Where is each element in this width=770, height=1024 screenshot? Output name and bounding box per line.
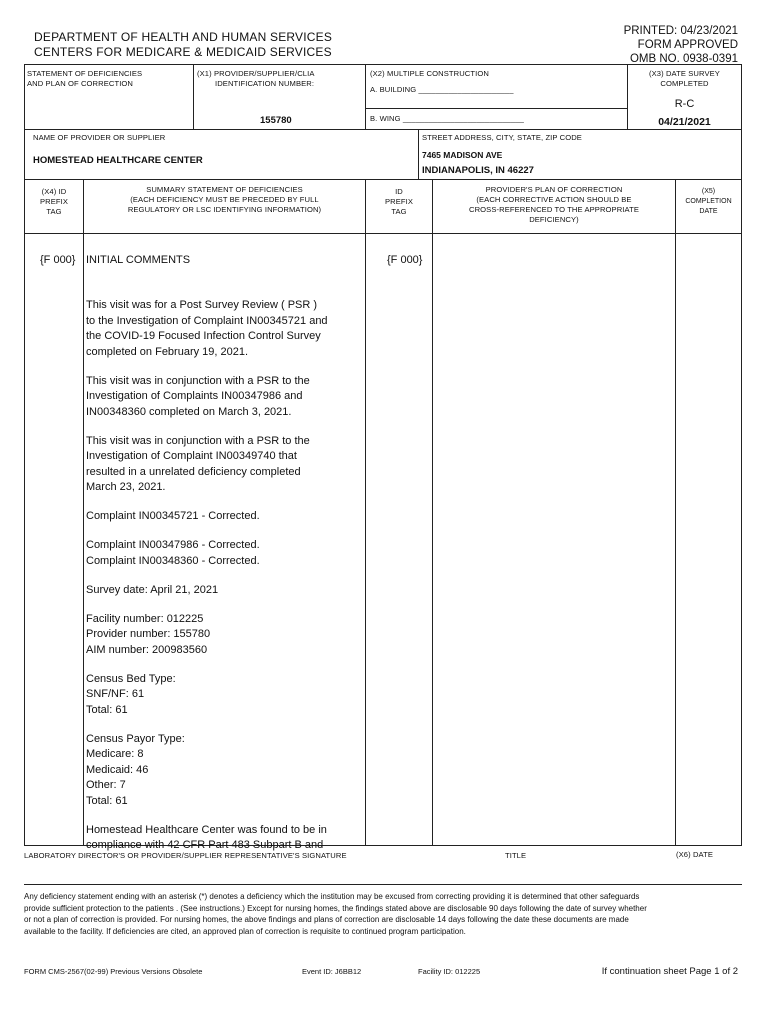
entry-paragraph: Homestead Healthcare Center was found to be in compliance with 42 CFR Part 483 Subpart B and	[86, 823, 327, 851]
entry-body	[86, 298, 356, 867]
x3-label-line: (X3) DATE SURVEY	[649, 69, 720, 78]
agency-header	[34, 30, 332, 60]
x5-header-line: DATE	[699, 208, 718, 215]
x5-column-header	[676, 187, 741, 217]
printed-date: PRINTED: 04/23/2021	[623, 25, 738, 37]
address-city: INDIANAPOLIS, IN 46227	[422, 165, 534, 176]
wing-field: B. WING ____________________________	[370, 114, 524, 123]
statement-label	[27, 69, 142, 89]
survey-completed-date: 04/21/2021	[658, 116, 711, 128]
entry-title: INITIAL COMMENTS	[86, 254, 191, 266]
divider	[24, 233, 742, 234]
id-column-header	[366, 187, 432, 217]
form-approved: FORM APPROVED	[637, 39, 738, 51]
column-divider	[83, 179, 84, 845]
right-border	[741, 64, 742, 845]
multiple-construction-label: (X2) MULTIPLE CONSTRUCTION	[370, 69, 489, 78]
omb-number: OMB NO. 0938-0391	[629, 53, 738, 65]
divider	[24, 884, 742, 885]
entry-paragraph: This visit was for a Post Survey Review ( PSR ) to the Investigation of Complaint IN00345721 and the COVID-19 Focused Infection Control Survey completed on February 19, 2021.	[86, 299, 328, 358]
x1-label-line: (X1) PROVIDER/SUPPLIER/CLIA	[197, 69, 315, 78]
entry-paragraph: Census Bed Type: SNF/NF: 61 Total: 61	[86, 672, 176, 716]
summary-header-line: (EACH DEFICIENCY MUST BE PRECEDED BY FULL	[130, 195, 319, 204]
building-field: A. BUILDING ______________________	[370, 85, 514, 94]
department-name: DEPARTMENT OF HEALTH AND HUMAN SERVICES	[34, 30, 333, 44]
left-border	[24, 64, 25, 845]
column-divider	[365, 179, 366, 845]
facility-id: Facility ID: 012225	[418, 967, 481, 976]
divider	[365, 108, 627, 109]
x4-header-line: (X4) ID	[41, 187, 67, 196]
survey-type: R-C	[674, 98, 695, 110]
entry-paragraph: Census Payor Type: Medicare: 8 Medicaid: 46 Other: 7 Total: 61	[86, 732, 185, 807]
plan-column-header	[433, 185, 675, 225]
divider	[24, 129, 742, 130]
x3-label-line: COMPLETED	[660, 79, 709, 88]
page-indicator: If continuation sheet Page 1 of 2	[601, 966, 738, 977]
summary-column-header	[84, 185, 365, 215]
x1-label-line: IDENTIFICATION NUMBER:	[215, 79, 315, 88]
x4-column-header	[25, 187, 83, 217]
x4-header-line: TAG	[46, 207, 62, 216]
plan-header-line: PROVIDER'S PLAN OF CORRECTION	[485, 185, 623, 194]
plan-header-line: (EACH CORRECTIVE ACTION SHOULD BE	[476, 195, 632, 204]
entry-paragraph: Complaint IN00345721 - Corrected.	[86, 510, 260, 522]
provider-name-label: NAME OF PROVIDER OR SUPPLIER	[33, 133, 166, 142]
column-divider	[432, 179, 433, 845]
x5-header-line: COMPLETION	[685, 198, 732, 205]
divider	[193, 64, 194, 129]
entry-paragraph: Facility number: 012225 Provider number: 155780 AIM number: 200983560	[86, 612, 211, 656]
divider	[24, 179, 742, 180]
form-info-header	[624, 24, 738, 66]
summary-header-line: SUMMARY STATEMENT OF DEFICIENCIES	[146, 185, 303, 194]
x3-label	[628, 69, 741, 89]
statement-label-line: STATEMENT OF DEFICIENCIES	[27, 69, 143, 78]
disclaimer-text: Any deficiency statement ending with an asterisk (*) denotes a deficiency which the institution may be excused from correcting providing it is determined that other safeguards provide sufficient protection to the patients . (See instructions.) Except for nursing homes, the findings stated above are disclosable 90 days following the date of survey whether or not a plan of correction is provided. For nursing homes, the above findings and plans of correction are disclosable 14 days following the date these documents are made available to the facility. If deficiencies are cited, an approved plan of correction is requisite to continued program participation.	[24, 892, 647, 936]
entry-paragraph: This visit was in conjunction with a PSR to the Investigation of Complaint IN00349740 that resulted in a unrelated deficiency completed March 23, 2021.	[86, 434, 310, 493]
entry-paragraph: This visit was in conjunction with a PSR to the Investigation of Complaints IN00347986 and IN00348360 completed on March 3, 2021.	[86, 374, 310, 418]
form-id: FORM CMS-2567(02-99) Previous Versions Obsolete	[24, 967, 203, 976]
address-label: STREET ADDRESS, CITY, STATE, ZIP CODE	[422, 133, 582, 142]
x5-header-line: (X5)	[701, 188, 716, 195]
id-header-line: TAG	[391, 207, 407, 216]
x6-date-label: (X6) DATE	[676, 850, 714, 859]
prefix-tag: {F 000}	[40, 254, 76, 266]
id-header-line: PREFIX	[384, 197, 414, 206]
entry-paragraph: Complaint IN00347986 - Corrected. Complaint IN00348360 - Corrected.	[86, 539, 260, 567]
provider-name: HOMESTEAD HEALTHCARE CENTER	[33, 155, 203, 166]
agency-name: CENTERS FOR MEDICARE & MEDICAID SERVICES	[34, 45, 332, 59]
plan-header-line: CROSS-REFERENCED TO THE APPROPRIATE	[468, 205, 640, 214]
address-street: 7465 MADISON AVE	[422, 150, 503, 160]
x1-label	[197, 69, 362, 89]
plan-header-line: DEFICIENCY)	[529, 215, 579, 224]
signature-label: LABORATORY DIRECTOR'S OR PROVIDER/SUPPLIER REPRESENTATIVE'S SIGNATURE	[24, 851, 347, 860]
statement-label-line: AND PLAN OF CORRECTION	[27, 79, 133, 88]
divider	[418, 129, 419, 179]
entry-paragraph: Survey date: April 21, 2021	[86, 583, 219, 596]
id-prefix-tag: {F 000}	[387, 254, 423, 266]
x4-header-line: PREFIX	[39, 197, 69, 206]
provider-id-number: 155780	[260, 115, 292, 126]
id-header-line: ID	[395, 187, 403, 196]
event-id: Event ID: J6BB12	[302, 967, 362, 976]
top-rule	[24, 64, 742, 65]
title-label: TITLE	[505, 851, 527, 860]
divider	[365, 64, 366, 129]
column-divider	[675, 179, 676, 845]
summary-header-line: REGULATORY OR LSC IDENTIFYING INFORMATION)	[127, 205, 322, 214]
